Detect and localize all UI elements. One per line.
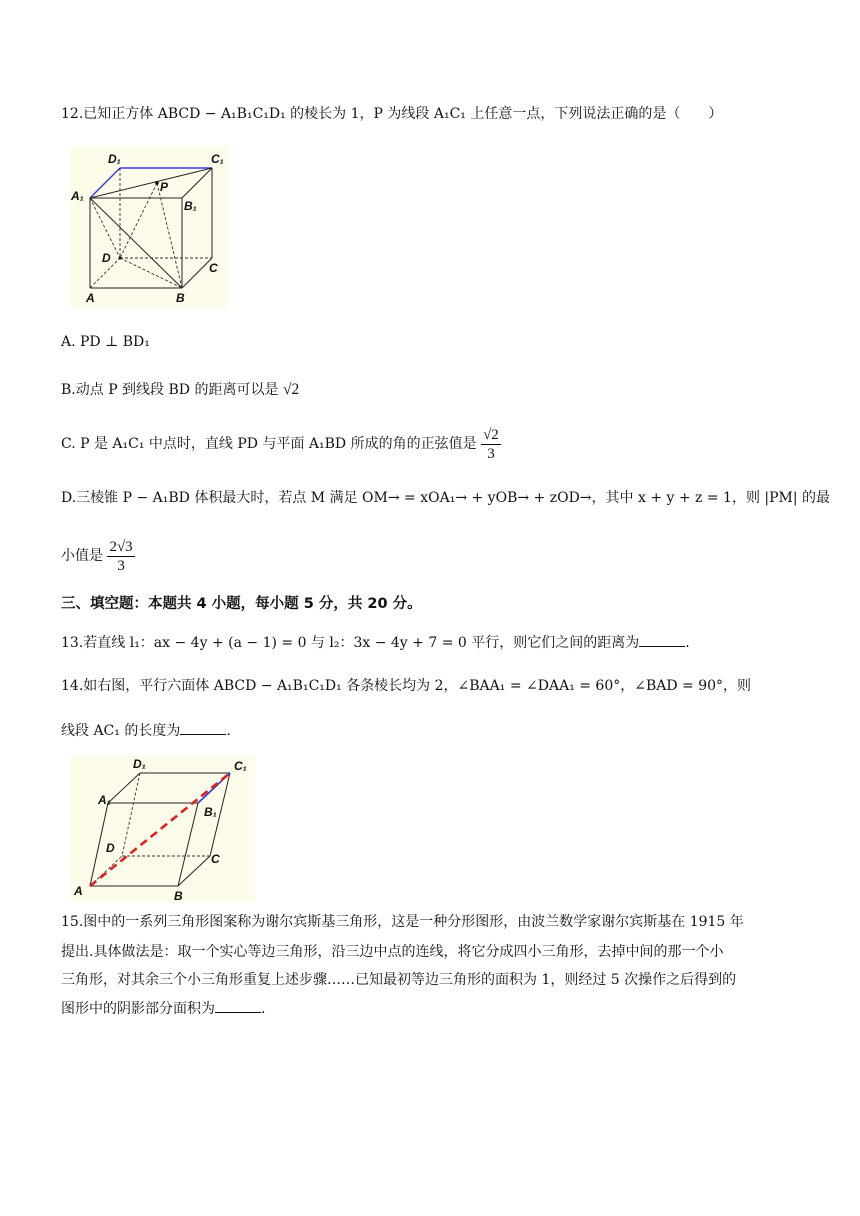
- label-D1: D₁: [133, 757, 146, 771]
- label-B1: B₁: [184, 199, 197, 213]
- q15-line2: 提出.具体做法是：取一个实心等边三角形，沿三边中点的连线，将它分成四小三角形，去掉中间的那一个小: [61, 944, 724, 960]
- q15-line1: 15.图中的一系列三角形图案称为谢尔宾斯基三角形，这是一种分形图形，由波兰数学家谢尔宾斯基在 1915 年: [61, 914, 744, 930]
- q15-line4: 图形中的阴影部分面积为 .: [61, 998, 265, 1019]
- label-C1: C₁: [234, 759, 247, 773]
- q15-line3: 三角形，对其余三个小三角形重复上述步骤……已知最初等边三角形的面积为 1，则经过 5 次操作之后得到的: [61, 972, 737, 988]
- label-A1: A₁: [71, 189, 84, 203]
- label-A: A: [86, 291, 95, 305]
- label-C1: C₁: [211, 152, 224, 166]
- q13: 13.若直线 l₁：ax − 4y + (a − 1) = 0 与 l₂：3x − 4y + 7 = 0 平行，则它们之间的距离为 .: [61, 632, 690, 653]
- q14-line2: 线段 AC₁ 的长度为 .: [61, 720, 231, 741]
- label-B: B: [174, 889, 183, 902]
- fraction-root2-over-3: $\frac{√2}{3}$: [483, 426, 499, 462]
- answer-blank[interactable]: [215, 998, 261, 1013]
- fraction-2root3-over-3: $\frac{2√3}{3}$: [109, 538, 133, 574]
- q14-parallelepiped-figure: [70, 756, 255, 902]
- label-B: B: [176, 291, 185, 305]
- label-B1: B₁: [204, 805, 217, 819]
- section-3-title: 三、填空题：本题共 4 小题，每小题 5 分，共 20 分。: [61, 596, 422, 612]
- answer-blank[interactable]: [639, 632, 685, 647]
- q12-option-b: B.动点 P 到线段 BD 的距离可以是 √2: [61, 381, 300, 398]
- q14-line1: 14.如右图，平行六面体 ABCD − A₁B₁C₁D₁ 各条棱长均为 2，∠BAA₁ = ∠DAA₁ = 60°，∠BAD = 90°，则: [61, 678, 752, 694]
- label-D1: D₁: [108, 152, 121, 166]
- q12-option-d-line2: 小值是 $\frac{2√3}{3}$: [61, 538, 133, 574]
- answer-blank[interactable]: [180, 720, 226, 735]
- label-A1: A₁: [98, 793, 111, 807]
- q12-option-c: C. P 是 A₁C₁ 中点时，直线 PD 与平面 A₁BD 所成的角的正弦值是 $\frac{√2}{3}$: [61, 426, 499, 462]
- label-D: D: [102, 251, 111, 265]
- label-P: P: [160, 180, 169, 194]
- q12-option-a: A. PD ⊥ BD₁: [61, 334, 150, 350]
- q12-option-d-line1: D.三棱锥 P − A₁BD 体积最大时，若点 M 满足 OM→ = xOA₁→ + yOB→ + zOD→，其中 x + y + z = 1，则 |PM| 的最: [61, 490, 831, 506]
- q12-stem: 12.已知正方体 ABCD − A₁B₁C₁D₁ 的棱长为 1，P 为线段 A₁C₁ 上任意一点，下列说法正确的是（ ）: [61, 106, 723, 122]
- label-C: C: [211, 852, 220, 866]
- label-A: A: [74, 884, 83, 898]
- q12-cube-figure: [70, 146, 228, 308]
- label-C: C: [209, 261, 218, 275]
- label-D: D: [106, 841, 115, 855]
